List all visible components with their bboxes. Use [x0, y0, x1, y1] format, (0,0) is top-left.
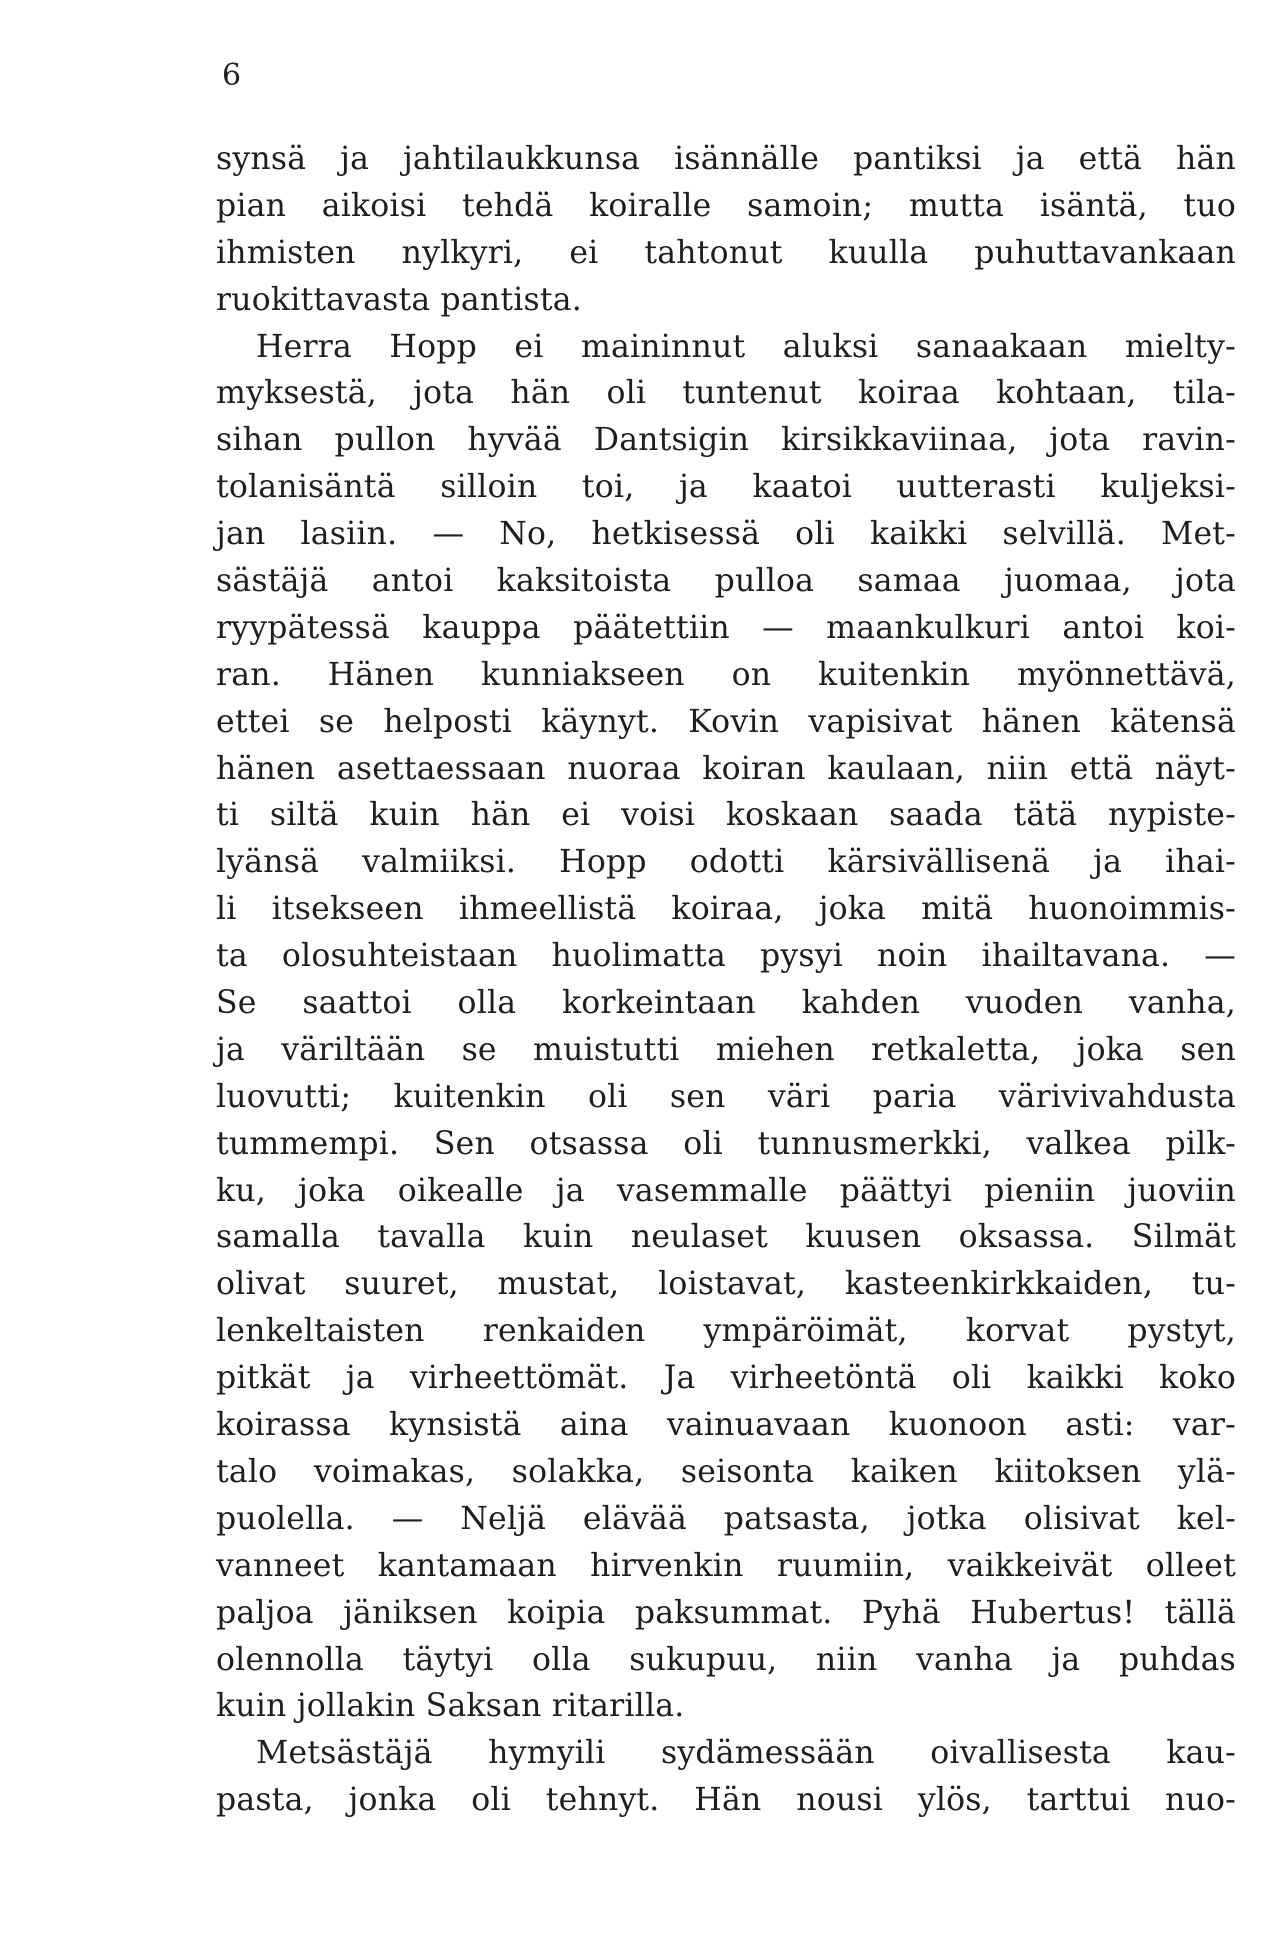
text-line: hänen asettaessaan nuoraa koiran kaulaan, niin että näyt-	[216, 750, 1236, 787]
text-line: lenkeltaisten renkaiden ympäröimät, korvat pystyt,	[216, 1313, 1236, 1350]
text-line: li itsekseen ihmeellistä koiraa, joka mitä huonoimmis-	[216, 891, 1236, 928]
text-line: ku, joka oikealle ja vasemmalle päättyi pieniin juoviin	[216, 1172, 1236, 1209]
text-line: Se saattoi olla korkeintaan kahden vuoden vanha,	[216, 985, 1236, 1022]
text-line: ihmisten nylkyri, ei tahtonut kuulla puhuttavankaan	[216, 234, 1236, 271]
text-line: synsä ja jahtilaukkunsa isännälle pantiksi ja että hän	[216, 141, 1236, 177]
text-line: lyänsä valmiiksi. Hopp odotti kärsivällisenä ja ihai-	[216, 844, 1236, 881]
text-line: samalla tavalla kuin neulaset kuusen oksassa. Silmät	[216, 1219, 1236, 1256]
text-line: kuin jollakin Saksan ritarilla.	[216, 1688, 685, 1725]
text-line: tummempi. Sen otsassa oli tunnusmerkki, valkea pilk-	[216, 1125, 1236, 1162]
text-line: ryypätessä kauppa päätettiin — maankulkuri antoi koi-	[216, 609, 1236, 646]
text-line: ta olosuhteistaan huolimatta pysyi noin ihailtavana. —	[216, 938, 1236, 975]
text-line: jan lasiin. — No, hetkisessä oli kaikki selvillä. Met-	[216, 516, 1236, 553]
text-line: ruokittavasta pantista.	[216, 281, 582, 318]
text-line: Herra Hopp ei maininnut aluksi sanaakaan mielty-	[256, 328, 1236, 365]
text-line: tolanisäntä silloin toi, ja kaatoi uutterasti kuljeksi-	[216, 469, 1236, 506]
text-line: luovutti; kuitenkin oli sen väri paria värivivahdusta	[216, 1078, 1236, 1115]
text-line: vanneet kantamaan hirvenkin ruumiin, vaikkeivät olleet	[216, 1547, 1236, 1584]
text-line: ettei se helposti käynyt. Kovin vapisivat hänen kätensä	[216, 703, 1236, 740]
text-line: ti siltä kuin hän ei voisi koskaan saada tätä nypiste-	[216, 797, 1236, 834]
text-line: Metsästäjä hymyili sydämessään oivallisesta kau-	[256, 1735, 1236, 1772]
text-line: paljoa jäniksen koipia paksummat. Pyhä Hubertus! tällä	[216, 1594, 1236, 1631]
text-line: pian aikoisi tehdä koiralle samoin; mutta isäntä, tuo	[216, 187, 1236, 224]
text-line: olivat suuret, mustat, loistavat, kasteenkirkkaiden, tu-	[216, 1266, 1236, 1303]
text-line: pitkät ja virheettömät. Ja virheetöntä oli kaikki koko	[216, 1360, 1236, 1397]
text-line: talo voimakas, solakka, seisonta kaiken kiitoksen ylä-	[216, 1453, 1236, 1490]
text-line: pasta, jonka oli tehnyt. Hän nousi ylös, tarttui nuo-	[216, 1782, 1236, 1819]
page-number: 6	[222, 58, 242, 93]
paragraph	[216, 324, 1236, 1731]
text-line: olennolla täytyi olla sukupuu, niin vanha ja puhdas	[216, 1641, 1236, 1678]
paragraph	[216, 1730, 1236, 1824]
text-line: myksestä, jota hän oli tuntenut koiraa kohtaan, tila-	[216, 375, 1236, 412]
text-line: ja väriltään se muistutti miehen retkaletta, joka sen	[216, 1031, 1236, 1068]
paragraph	[216, 136, 1236, 324]
text-line: koirassa kynsistä aina vainuavaan kuonoon asti: var-	[216, 1407, 1236, 1444]
body-text	[216, 136, 1236, 1824]
text-line: sästäjä antoi kaksitoista pulloa samaa juomaa, jota	[216, 563, 1236, 600]
text-line: puolella. — Neljä elävää patsasta, jotka olisivat kel-	[216, 1500, 1236, 1537]
text-line: sihan pullon hyvää Dantsigin kirsikkaviinaa, jota ravin-	[216, 422, 1236, 459]
text-line: ran. Hänen kunniakseen on kuitenkin myönnettävä,	[216, 656, 1236, 693]
